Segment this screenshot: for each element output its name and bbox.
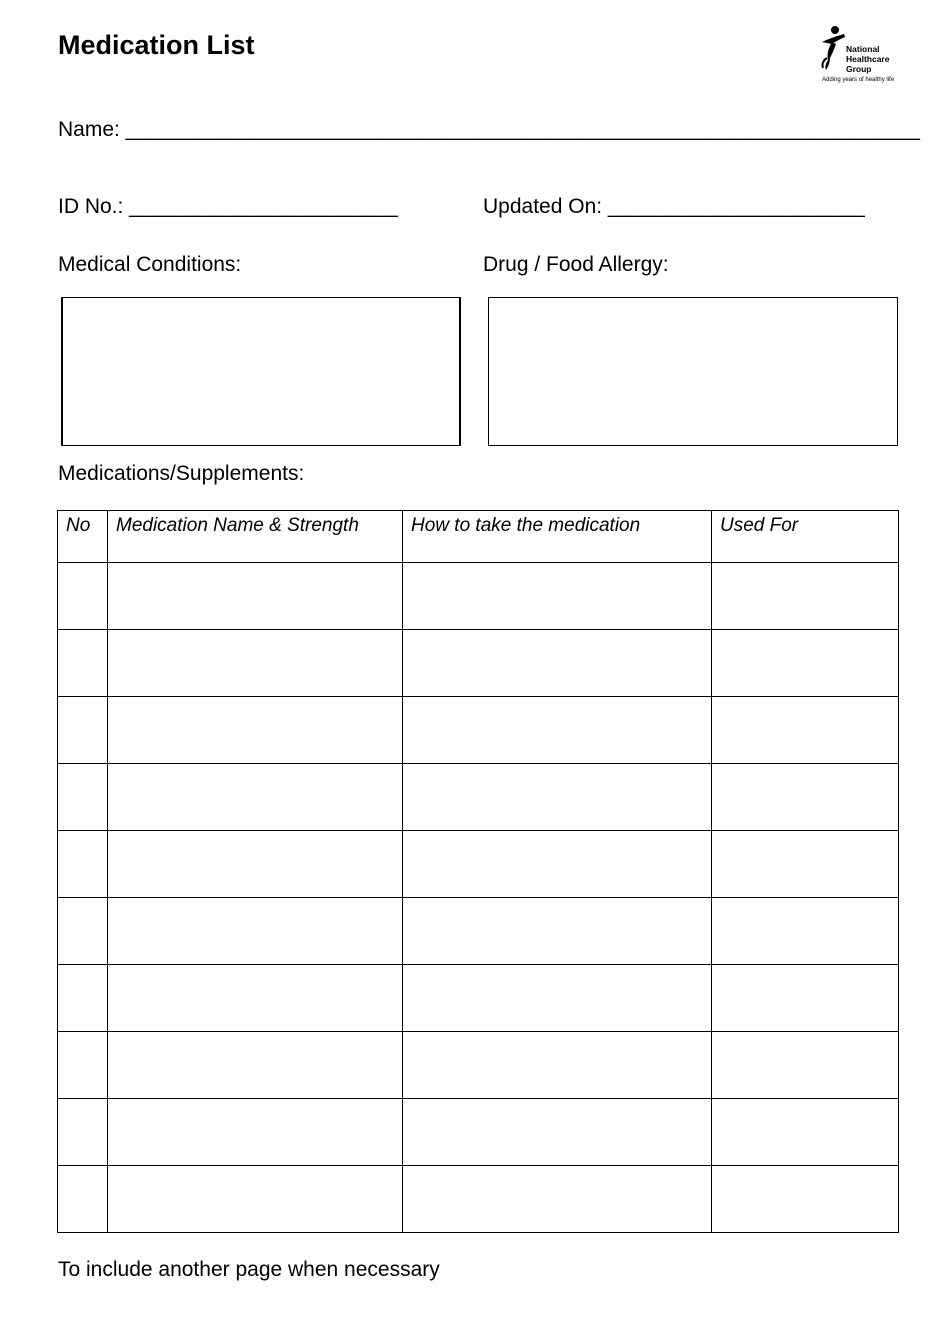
medical-conditions-label: Medical Conditions: [58,253,242,276]
how-to-take-cell[interactable] [403,1032,712,1099]
used-for-cell[interactable] [712,898,899,965]
no-cell[interactable] [58,965,108,1032]
no-cell[interactable] [58,898,108,965]
how-to-take-cell[interactable] [403,831,712,898]
drug-food-allergy-box[interactable] [488,297,898,446]
logo-text: National Healthcare Group [846,44,890,74]
table-header-row [58,511,899,563]
name-field[interactable]: Name: ____________________________________________________________________ [58,118,920,141]
how-to-take-cell[interactable] [403,764,712,831]
how-to-take-cell[interactable] [403,965,712,1032]
medication-name-cell[interactable] [108,697,403,764]
no-cell[interactable] [58,1166,108,1233]
how-to-take-cell[interactable] [403,1166,712,1233]
updated-on-field[interactable]: Updated On: ______________________ [483,195,865,218]
medication-name-cell[interactable] [108,831,403,898]
table-row [58,898,899,965]
column-header-medication-name: Medication Name & Strength [108,511,403,563]
table-row [58,764,899,831]
no-cell[interactable] [58,831,108,898]
used-for-cell[interactable] [712,1099,899,1166]
column-header-how-to-take: How to take the medication [403,511,712,563]
table-row [58,697,899,764]
footer-note: To include another page when necessary [58,1258,440,1281]
ngh-figure-logo-icon [818,24,848,72]
how-to-take-cell[interactable] [403,898,712,965]
how-to-take-cell[interactable] [403,697,712,764]
medication-name-cell[interactable] [108,630,403,697]
how-to-take-cell[interactable] [403,630,712,697]
column-header-no: No [58,511,108,563]
logo [818,24,898,88]
no-cell[interactable] [58,1099,108,1166]
used-for-cell[interactable] [712,697,899,764]
drug-food-allergy-label: Drug / Food Allergy: [483,253,669,276]
used-for-cell[interactable] [712,1166,899,1233]
table-row [58,1166,899,1233]
no-cell[interactable] [58,563,108,630]
medication-name-cell[interactable] [108,1032,403,1099]
column-header-used-for: Used For [712,511,899,563]
used-for-cell[interactable] [712,831,899,898]
no-cell[interactable] [58,697,108,764]
medications-label: Medications/Supplements: [58,462,305,485]
page-title: Medication List [58,30,255,60]
table-row [58,965,899,1032]
medication-name-cell[interactable] [108,563,403,630]
medication-name-cell[interactable] [108,898,403,965]
medication-name-cell[interactable] [108,1166,403,1233]
used-for-cell[interactable] [712,563,899,630]
used-for-cell[interactable] [712,630,899,697]
id-number-field[interactable]: ID No.: _______________________ [58,195,398,218]
medication-table [57,510,899,1233]
medication-name-cell[interactable] [108,965,403,1032]
table-row [58,831,899,898]
table-row [58,1099,899,1166]
used-for-cell[interactable] [712,965,899,1032]
table-row [58,630,899,697]
medication-name-cell[interactable] [108,1099,403,1166]
used-for-cell[interactable] [712,764,899,831]
used-for-cell[interactable] [712,1032,899,1099]
no-cell[interactable] [58,1032,108,1099]
table-row [58,563,899,630]
medical-conditions-box[interactable] [61,297,461,446]
logo-tagline: Adding years of healthy life [822,77,895,83]
table-row [58,1032,899,1099]
no-cell[interactable] [58,764,108,831]
medication-name-cell[interactable] [108,764,403,831]
how-to-take-cell[interactable] [403,1099,712,1166]
no-cell[interactable] [58,630,108,697]
how-to-take-cell[interactable] [403,563,712,630]
